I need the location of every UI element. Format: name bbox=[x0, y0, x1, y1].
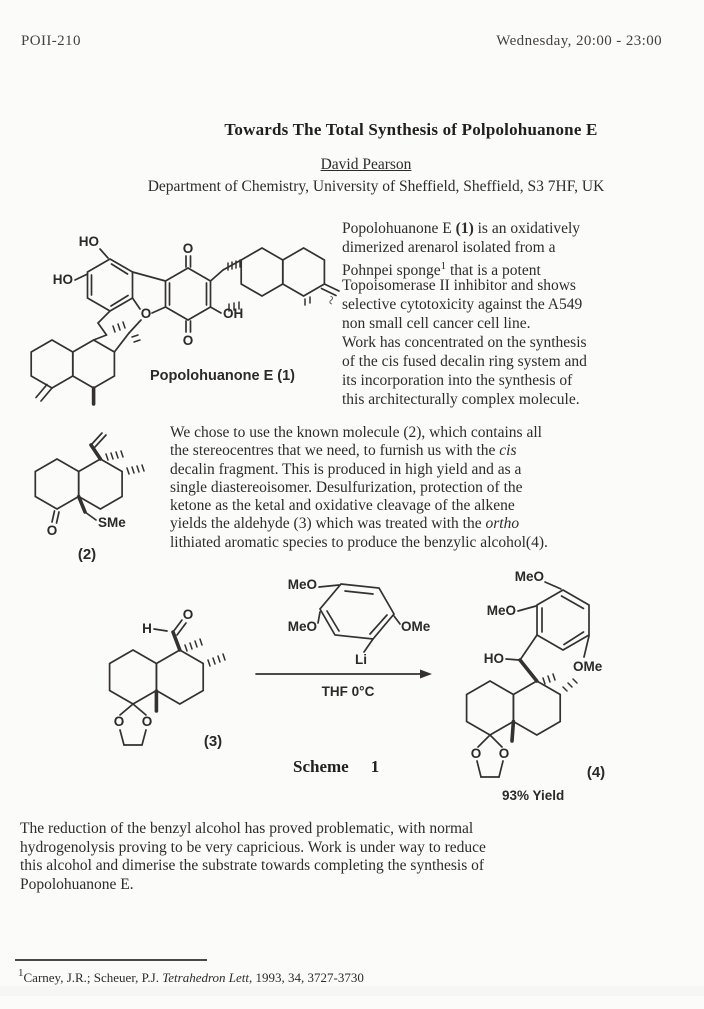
text-segment: the stereocentres that we need, to furnish us with the bbox=[170, 442, 500, 460]
text-line: hydrogenolysis proving to be very capricious. Work is under way to reduce bbox=[20, 838, 486, 856]
s3-ketal-o-right-label: O bbox=[141, 714, 153, 729]
text-line bbox=[170, 515, 548, 533]
scan-artifact-top bbox=[0, 0, 704, 7]
text-segment: Pohnpei sponge bbox=[342, 262, 441, 279]
structure-2-number: (2) bbox=[77, 546, 97, 563]
s1-ho-top-label: HO bbox=[78, 234, 99, 249]
s1-quinone-o-bottom-label: O bbox=[182, 333, 194, 348]
s3-aldehyde-h-label: H bbox=[142, 621, 152, 636]
s4-meo-top-label: MeO bbox=[514, 569, 544, 584]
structure-3-number: (3) bbox=[203, 733, 223, 750]
session-code: POII-210 bbox=[21, 33, 81, 49]
text-segment: , 1993, 34, 3727-3730 bbox=[249, 970, 364, 985]
text-line: lithiated aromatic species to produce the benzylic alcohol(4). bbox=[170, 533, 548, 551]
s3-ketal-o-left-label: O bbox=[113, 714, 125, 729]
journal-name: Tetrahedron Lett bbox=[162, 970, 250, 985]
yield-label: 93% Yield bbox=[502, 788, 565, 803]
s1-quinone-o-top-label: O bbox=[182, 241, 194, 256]
text-line bbox=[342, 219, 587, 238]
reagent-li-label: Li bbox=[355, 652, 367, 667]
text-segment: ortho bbox=[485, 515, 520, 533]
s1-furan-o-label: O bbox=[140, 306, 152, 321]
text-line: Topoisomerase II inhibitor and shows bbox=[342, 277, 576, 294]
margin-scan-mark: ~ bbox=[320, 293, 342, 307]
s2-sme-label: SMe bbox=[98, 515, 126, 530]
text-segment: that is a potent bbox=[446, 262, 541, 279]
text-line: Work has concentrated on the synthesis bbox=[342, 334, 587, 351]
scheme-number: 1 bbox=[370, 757, 380, 776]
reagent-bonds bbox=[318, 584, 400, 652]
scheme-caption bbox=[293, 757, 379, 777]
scheme-word: Scheme bbox=[293, 757, 349, 776]
structure-1-caption bbox=[150, 368, 295, 384]
s4-ketal-o-right-label: O bbox=[498, 746, 510, 761]
structure-3-drawing bbox=[60, 582, 280, 772]
text-line: The reduction of the benzyl alcohol has proved problematic, with normal bbox=[20, 820, 474, 837]
reagent-meo-top-label: MeO bbox=[287, 577, 317, 592]
s4-ho-label: HO bbox=[483, 651, 504, 666]
affiliation: Department of Chemistry, University of Sheffield, Sheffield, S3 7HF, UK bbox=[147, 178, 605, 195]
text-line: dimerized arenarol isolated from a bbox=[342, 239, 556, 256]
s1-ho-left-label: HO bbox=[52, 272, 73, 287]
reaction-arrow bbox=[254, 666, 434, 682]
s3-aldehyde-o-label: O bbox=[182, 607, 194, 622]
s2-ketone-o-label: O bbox=[46, 523, 58, 538]
text-segment: yields the aldehyde (3) which was treated with the bbox=[170, 515, 486, 533]
text-line: We chose to use the known molecule (2), which contains all bbox=[170, 424, 542, 441]
text-line bbox=[170, 442, 548, 460]
text-line: of the cis fused decalin ring system and bbox=[342, 353, 587, 370]
footnote-marker: 1 bbox=[440, 260, 447, 272]
structure-4-number: (4) bbox=[586, 764, 606, 781]
text-segment: cis bbox=[499, 442, 517, 460]
text-segment: (1) bbox=[455, 220, 474, 237]
session-schedule: Wednesday, 20:00 - 23:00 bbox=[496, 33, 662, 49]
text-segment: is an oxidatively bbox=[473, 220, 581, 237]
structure-4-bonds bbox=[467, 582, 589, 777]
footnote-number: 1 bbox=[18, 967, 24, 979]
text-line bbox=[342, 257, 587, 279]
reagent-meo-left-label: MeO bbox=[287, 619, 317, 634]
text-line: ketone as the ketal and oxidative cleavage of the alkene bbox=[170, 497, 515, 515]
text-segment: Carney, J.R.; Scheuer, P.J. bbox=[23, 970, 163, 985]
reagent-ome-label: OMe bbox=[401, 619, 431, 634]
structure-1-drawing bbox=[10, 212, 340, 412]
caption-text: Popolohuanone E bbox=[150, 368, 278, 384]
structure-2-bonds bbox=[35, 433, 144, 523]
body-paragraph bbox=[170, 424, 548, 552]
s1-oh-label: OH bbox=[223, 306, 244, 321]
s4-meo-left-label: MeO bbox=[486, 603, 516, 618]
reaction-conditions: THF 0°C bbox=[321, 684, 375, 699]
text-line: this architecturally complex molecule. bbox=[342, 391, 580, 408]
intro-paragraph bbox=[342, 219, 587, 409]
structure-3-bonds bbox=[110, 620, 225, 745]
s4-ome-label: OMe bbox=[573, 659, 603, 674]
arrowhead bbox=[420, 670, 432, 679]
scan-artifact-bottom bbox=[0, 986, 704, 996]
structure-4-drawing bbox=[440, 558, 704, 808]
footnote-rule bbox=[15, 959, 207, 961]
structure-2-drawing bbox=[12, 422, 182, 582]
text-line: Popolohuanone E. bbox=[20, 875, 134, 893]
text-line: this alcohol and dimerise the substrate towards completing the synthesis of bbox=[20, 857, 485, 874]
text-line: decalin fragment. This is produced in high yield and as a bbox=[170, 460, 522, 478]
text-line: non small cell cancer cell line. bbox=[342, 315, 531, 332]
closing-paragraph bbox=[20, 820, 486, 894]
reagent-drawing bbox=[255, 560, 435, 680]
s4-ketal-o-left-label: O bbox=[470, 746, 482, 761]
caption-number: (1) bbox=[277, 368, 296, 384]
page-title: Towards The Total Synthesis of Polpolohuanone E bbox=[224, 120, 598, 139]
footnote bbox=[18, 967, 364, 986]
text-line: its incorporation into the synthesis of bbox=[342, 372, 573, 389]
text-segment: Popolohuanone E bbox=[342, 220, 456, 237]
author-name: David Pearson bbox=[320, 156, 412, 173]
text-line: single diastereoisomer. Desulfurization, protection of the bbox=[170, 478, 523, 496]
text-line: selective cytotoxicity against the A549 bbox=[342, 296, 583, 313]
